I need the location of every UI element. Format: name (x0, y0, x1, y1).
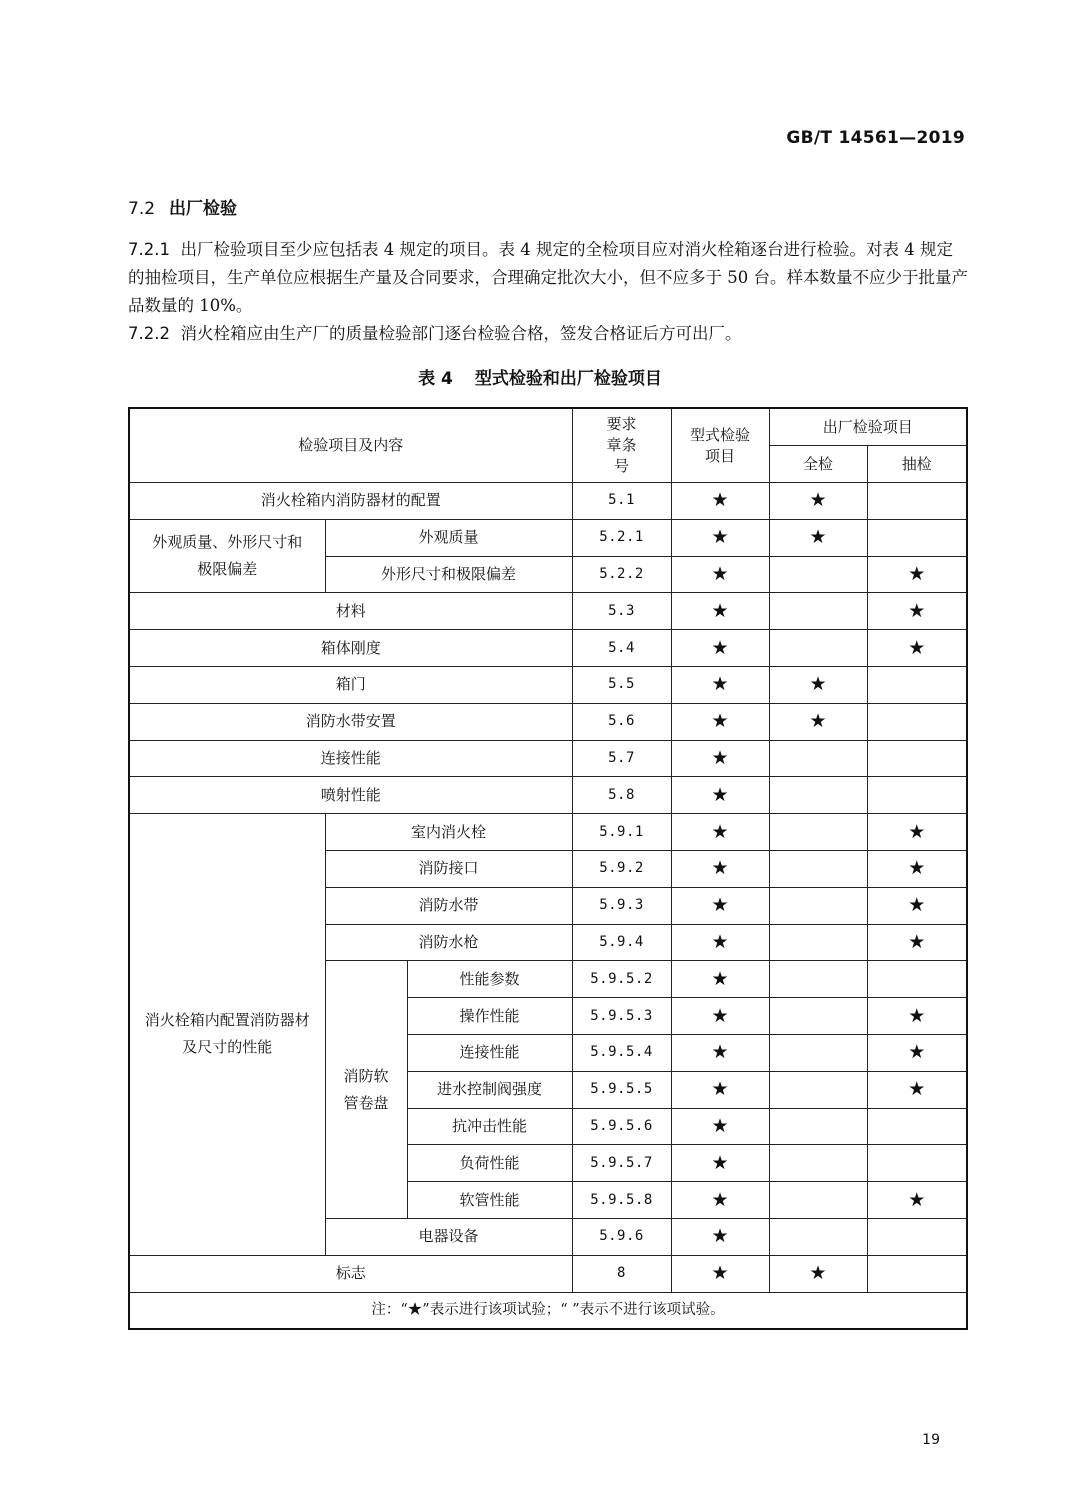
row-clause: 5.9.4 (572, 924, 671, 961)
row-clause: 5.7 (572, 740, 671, 777)
row-item: 消防水带 (325, 887, 572, 924)
sample-test-mark (867, 519, 967, 556)
sample-test-mark (867, 740, 967, 777)
table-row (129, 1255, 967, 1292)
sample-test-mark (867, 1255, 967, 1292)
header-full: 全检 (769, 446, 867, 483)
table-row (129, 777, 967, 814)
row-clause: 5.8 (572, 777, 671, 814)
row-clause: 5.9.5.6 (572, 1108, 671, 1145)
row-clause: 5.9.5.3 (572, 998, 671, 1035)
type-test-mark: ★ (671, 1218, 769, 1255)
table-row (129, 483, 967, 520)
row-clause: 5.3 (572, 593, 671, 630)
row-item: 连接性能 (129, 740, 572, 777)
header-item: 检验项目及内容 (129, 408, 572, 483)
section-heading (128, 194, 237, 219)
row-clause: 5.9.2 (572, 850, 671, 887)
type-test-mark: ★ (671, 1255, 769, 1292)
sample-test-mark (867, 483, 967, 520)
full-test-mark: ★ (769, 1255, 867, 1292)
row-item: 消防接口 (325, 850, 572, 887)
full-test-mark (769, 777, 867, 814)
row-item: 材料 (129, 593, 572, 630)
row-clause: 5.5 (572, 666, 671, 703)
row-clause: 5.9.3 (572, 887, 671, 924)
full-test-mark (769, 961, 867, 998)
type-test-mark: ★ (671, 1034, 769, 1071)
sample-test-mark: ★ (867, 924, 967, 961)
type-test-mark: ★ (671, 850, 769, 887)
row-item: 进水控制阀强度 (407, 1071, 572, 1108)
row-item: 外形尺寸和极限偏差 (325, 556, 572, 593)
sample-test-mark: ★ (867, 1034, 967, 1071)
table-row (129, 519, 967, 556)
table-row (129, 630, 967, 667)
row-clause: 5.9.5.4 (572, 1034, 671, 1071)
type-test-mark: ★ (671, 1145, 769, 1182)
row-item: 箱门 (129, 666, 572, 703)
row-item: 消火栓箱内消防器材的配置 (129, 483, 572, 520)
row-item: 操作性能 (407, 998, 572, 1035)
type-test-mark: ★ (671, 630, 769, 667)
sample-test-mark: ★ (867, 1071, 967, 1108)
full-test-mark: ★ (769, 483, 867, 520)
row-item: 抗冲击性能 (407, 1108, 572, 1145)
row-item: 负荷性能 (407, 1145, 572, 1182)
row-item: 箱体刚度 (129, 630, 572, 667)
table-row (129, 666, 967, 703)
full-test-mark (769, 1145, 867, 1182)
row-clause: 8 (572, 1255, 671, 1292)
row-item: 软管性能 (407, 1182, 572, 1219)
sample-test-mark (867, 961, 967, 998)
sample-test-mark (867, 666, 967, 703)
row-clause: 5.9.5.8 (572, 1182, 671, 1219)
table-number: 表 4 (418, 369, 453, 389)
full-test-mark (769, 924, 867, 961)
group-appearance: 外观质量、外形尺寸和极限偏差 (129, 519, 325, 593)
type-test-mark: ★ (671, 814, 769, 851)
page-number: 19 (922, 1432, 940, 1448)
type-test-mark: ★ (671, 593, 769, 630)
row-item: 连接性能 (407, 1034, 572, 1071)
sample-test-mark: ★ (867, 814, 967, 851)
type-test-mark: ★ (671, 777, 769, 814)
row-clause: 5.9.6 (572, 1218, 671, 1255)
type-test-mark: ★ (671, 887, 769, 924)
row-item: 性能参数 (407, 961, 572, 998)
full-test-mark: ★ (769, 666, 867, 703)
row-item: 标志 (129, 1255, 572, 1292)
sample-test-mark (867, 1145, 967, 1182)
header-sample: 抽检 (867, 446, 967, 483)
table-caption (0, 364, 1080, 389)
row-item: 消防水枪 (325, 924, 572, 961)
paragraph-text: 消火栓箱应由生产厂的质量检验部门逐台检验合格，签发合格证后方可出厂。 (180, 324, 742, 343)
full-test-mark (769, 1034, 867, 1071)
header-factory-test: 出厂检验项目 (769, 408, 967, 446)
full-test-mark (769, 740, 867, 777)
type-test-mark: ★ (671, 519, 769, 556)
type-test-mark: ★ (671, 483, 769, 520)
paragraph-7-2-1 (128, 236, 968, 320)
table-header-row (129, 408, 967, 446)
type-test-mark: ★ (671, 666, 769, 703)
standard-code: GB/T 14561—2019 (786, 128, 965, 148)
type-test-mark: ★ (671, 961, 769, 998)
sample-test-mark (867, 777, 967, 814)
sample-test-mark: ★ (867, 850, 967, 887)
type-test-mark: ★ (671, 1108, 769, 1145)
row-clause: 5.9.5.2 (572, 961, 671, 998)
sample-test-mark (867, 703, 967, 740)
header-type-test: 型式检验项目 (671, 408, 769, 483)
row-item: 外观质量 (325, 519, 572, 556)
full-test-mark (769, 1108, 867, 1145)
row-clause: 5.1 (572, 483, 671, 520)
type-test-mark: ★ (671, 556, 769, 593)
sample-test-mark: ★ (867, 887, 967, 924)
row-clause: 5.9.5.7 (572, 1145, 671, 1182)
sample-test-mark (867, 1218, 967, 1255)
row-item: 室内消火栓 (325, 814, 572, 851)
full-test-mark (769, 556, 867, 593)
type-test-mark: ★ (671, 740, 769, 777)
row-item: 消防水带安置 (129, 703, 572, 740)
table-row (129, 593, 967, 630)
full-test-mark: ★ (769, 519, 867, 556)
full-test-mark (769, 1218, 867, 1255)
sample-test-mark: ★ (867, 593, 967, 630)
full-test-mark: ★ (769, 703, 867, 740)
sample-test-mark: ★ (867, 998, 967, 1035)
section-title: 出厂检验 (169, 199, 238, 219)
type-test-mark: ★ (671, 998, 769, 1035)
type-test-mark: ★ (671, 924, 769, 961)
sample-test-mark: ★ (867, 1182, 967, 1219)
row-item: 电器设备 (325, 1218, 572, 1255)
full-test-mark (769, 998, 867, 1035)
sample-test-mark (867, 1108, 967, 1145)
table-row (129, 814, 967, 851)
row-item: 喷射性能 (129, 777, 572, 814)
group-hose-reel: 消防软管卷盘 (325, 961, 407, 1219)
type-test-mark: ★ (671, 1071, 769, 1108)
paragraph-text: 出厂检验项目至少应包括表 4 规定的项目。表 4 规定的全检项目应对消火栓箱逐台进行检验。对表 4 规定的抽检项目，生产单位应根据生产量及合同要求，合理确定批次大小，但不应多于 50 台。样本数量不应少于批量产品数量的 10%。 (128, 240, 968, 315)
inspection-items-table (128, 407, 968, 1330)
paragraph-number: 7.2.2 (128, 324, 170, 343)
type-test-mark: ★ (671, 1182, 769, 1219)
table-note: 注：“★”表示进行该项试验；“ ”表示不进行该项试验。 (129, 1292, 967, 1329)
row-clause: 5.2.1 (572, 519, 671, 556)
row-clause: 5.2.2 (572, 556, 671, 593)
full-test-mark (769, 1071, 867, 1108)
full-test-mark (769, 1182, 867, 1219)
section-number: 7.2 (128, 199, 156, 219)
header-clause: 要求章条号 (572, 408, 671, 483)
type-test-mark: ★ (671, 703, 769, 740)
full-test-mark (769, 630, 867, 667)
sample-test-mark: ★ (867, 630, 967, 667)
full-test-mark (769, 850, 867, 887)
table-row (129, 703, 967, 740)
full-test-mark (769, 593, 867, 630)
table-title: 型式检验和出厂检验项目 (474, 369, 662, 389)
table-note-row (129, 1292, 967, 1329)
row-clause: 5.6 (572, 703, 671, 740)
row-clause: 5.9.1 (572, 814, 671, 851)
full-test-mark (769, 814, 867, 851)
row-clause: 5.9.5.5 (572, 1071, 671, 1108)
full-test-mark (769, 887, 867, 924)
group-equipment: 消火栓箱内配置消防器材及尺寸的性能 (129, 814, 325, 1256)
row-clause: 5.4 (572, 630, 671, 667)
paragraph-7-2-2 (128, 320, 968, 348)
table-row (129, 740, 967, 777)
sample-test-mark: ★ (867, 556, 967, 593)
paragraph-number: 7.2.1 (128, 240, 170, 259)
